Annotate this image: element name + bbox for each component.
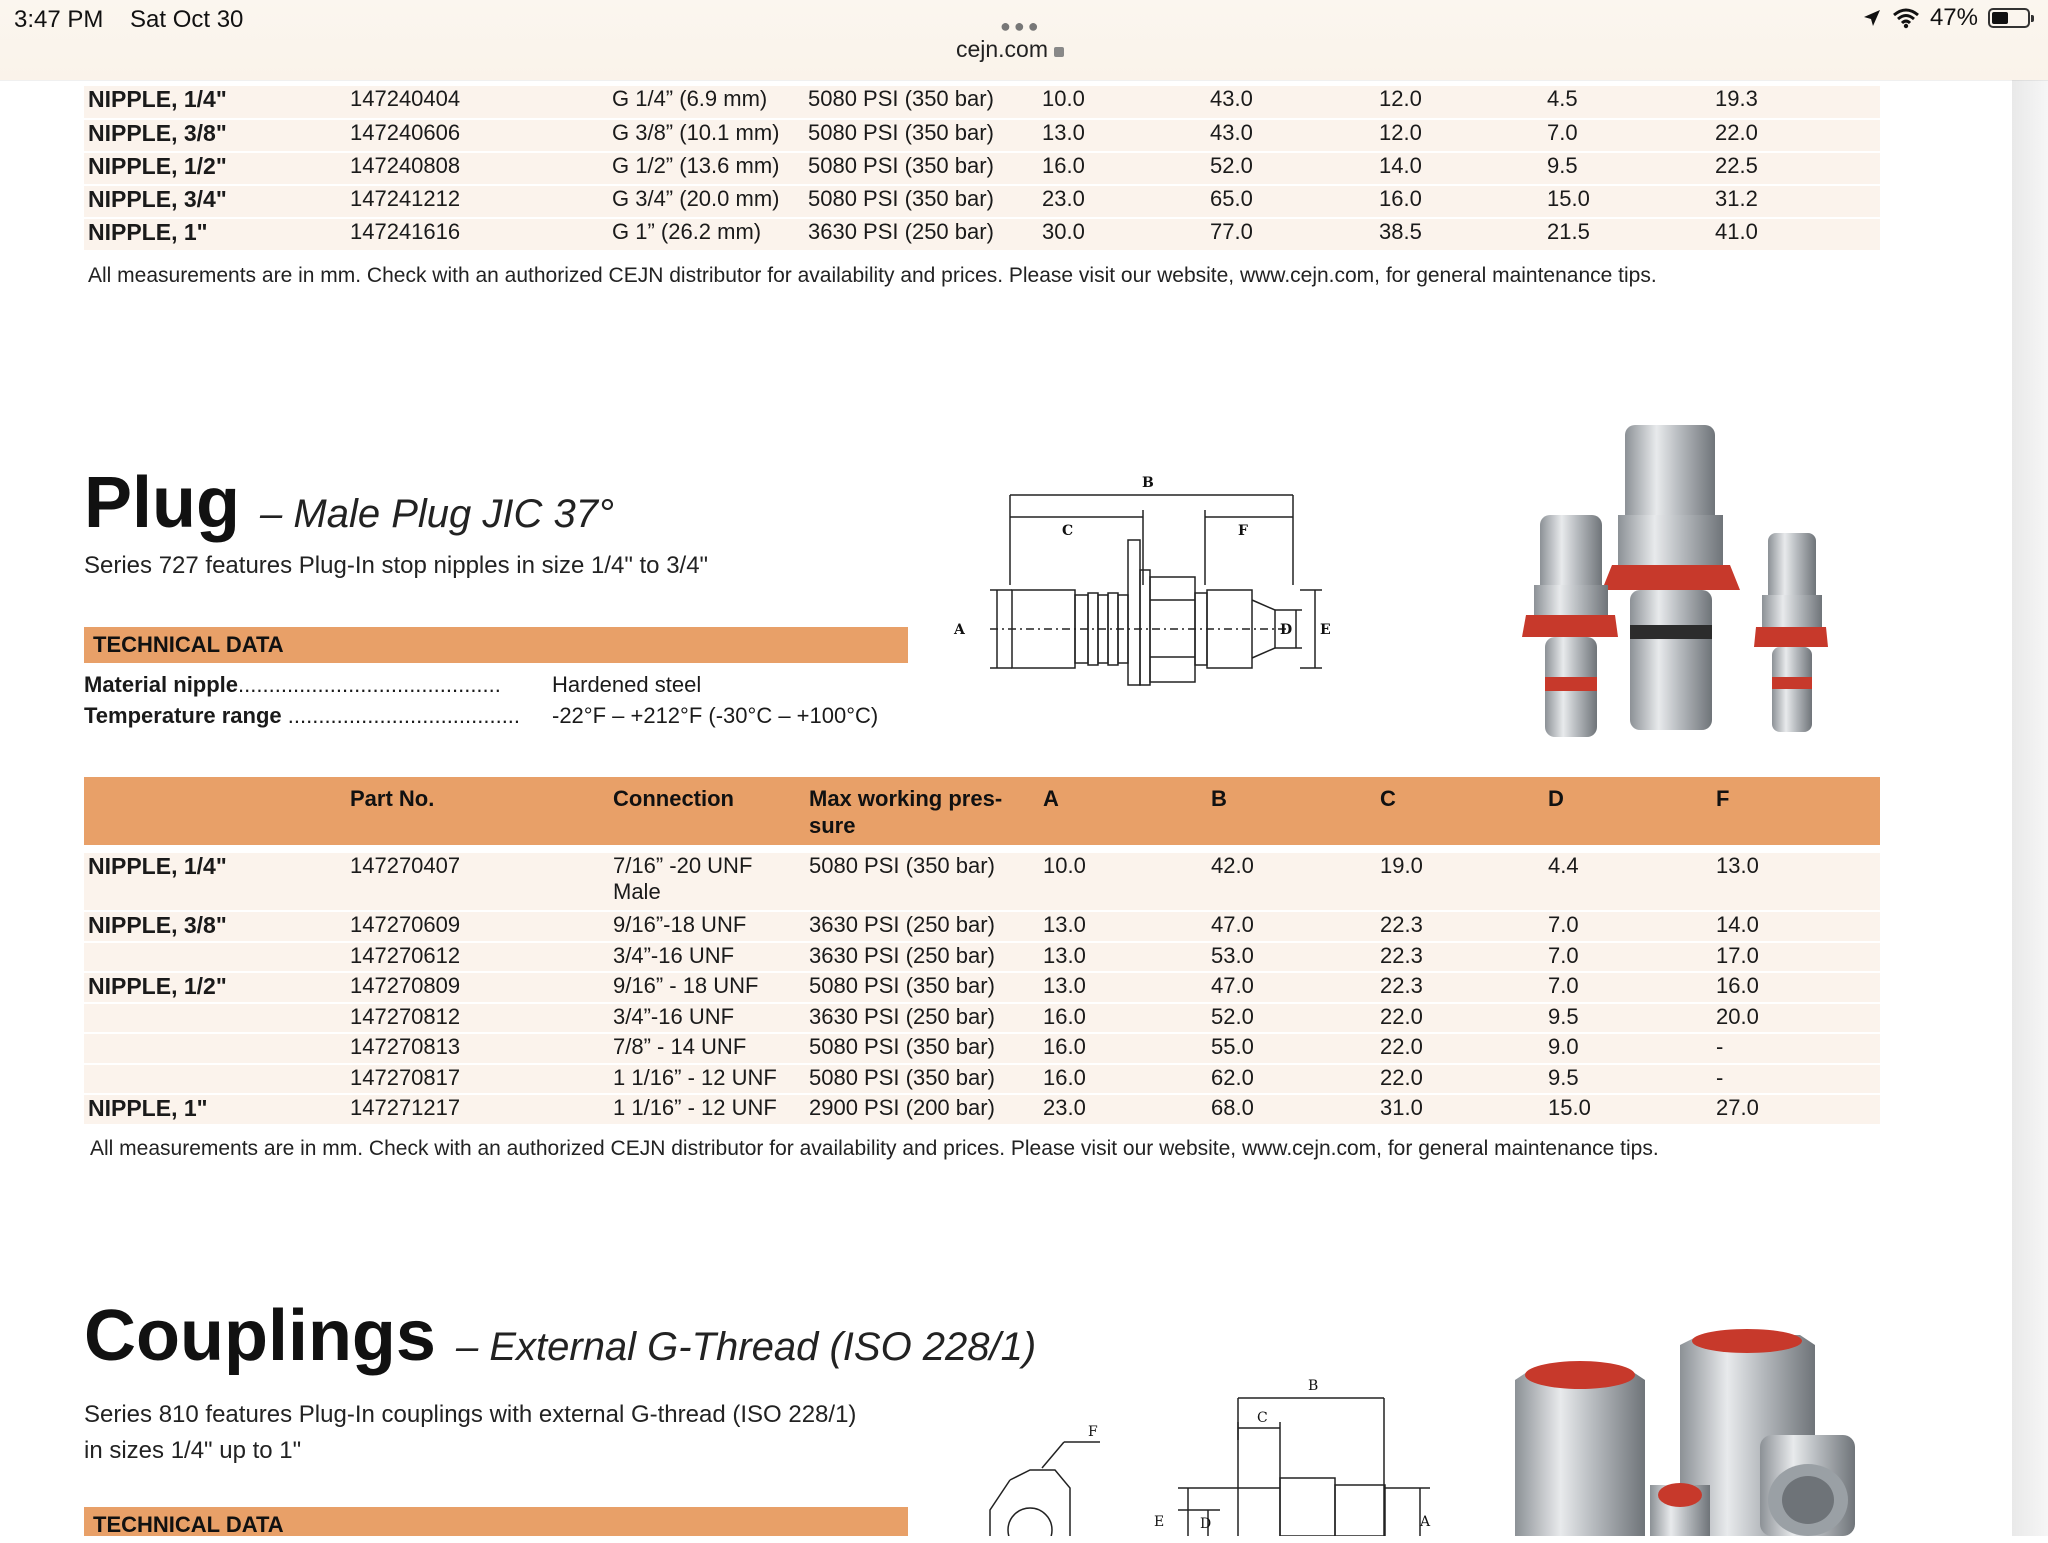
table-cell: 23.0 — [1039, 1094, 1207, 1125]
label-d: D — [1280, 622, 1293, 638]
table-cell: 22.0 — [1376, 1033, 1544, 1064]
table-cell: 5080 PSI (350 bar) — [804, 119, 1038, 152]
col-max-pressure: Max working pres- sure — [809, 786, 1003, 838]
table-cell: 5080 PSI (350 bar) — [805, 1064, 1039, 1095]
couplings-product-photo — [1510, 1325, 1890, 1536]
table-cell: 5080 PSI (350 bar) — [804, 152, 1038, 185]
more-dots-icon[interactable]: ●●● — [1000, 16, 1042, 36]
table-cell: 21.5 — [1543, 218, 1711, 251]
couplings-description — [84, 1397, 856, 1469]
table-cell: 7/8” - 14 UNF — [609, 1033, 805, 1064]
table-cell: 68.0 — [1207, 1094, 1376, 1125]
label-c: C — [1062, 523, 1074, 539]
tech-label: Material nipple — [84, 672, 239, 697]
couplings-technical-drawing — [960, 1370, 1460, 1536]
table-row — [84, 86, 1880, 119]
table-cell: 55.0 — [1207, 1033, 1376, 1064]
table-cell: 53.0 — [1207, 942, 1376, 973]
table-cell: 147240808 — [346, 152, 608, 185]
table-cell: 147241616 — [346, 218, 608, 251]
tech-value-material: Hardened steel — [552, 672, 702, 697]
table-cell: 22.5 — [1711, 152, 1880, 185]
plug-title-text: Plug — [84, 463, 240, 543]
table-cell: 52.0 — [1206, 152, 1375, 185]
table-cell: 3/4”-16 UNF — [609, 1003, 805, 1034]
table-cell: 5080 PSI (350 bar) — [804, 185, 1038, 218]
col-a: A — [1043, 786, 1059, 811]
plug-subtitle: – Male Plug JIC 37° — [260, 492, 614, 536]
label-e: E — [1154, 1514, 1165, 1530]
table-cell: 16.0 — [1039, 1003, 1207, 1034]
table-cell: - — [1712, 1064, 1880, 1095]
couplings-description-line1: Series 810 features Plug-In couplings with external G-thread (ISO 228/1) — [84, 1401, 857, 1428]
label-f: F — [1238, 523, 1248, 539]
couplings-subtitle: – External G-Thread (ISO 228/1) — [455, 1325, 1037, 1369]
wifi-icon — [1892, 7, 1920, 29]
label-b: B — [1142, 475, 1154, 491]
table-cell: 16.0 — [1038, 152, 1206, 185]
table-cell: 147271217 — [346, 1094, 609, 1125]
table-cell: 15.0 — [1544, 1094, 1712, 1125]
table-cell: 27.0 — [1712, 1094, 1880, 1125]
table-row — [84, 911, 1880, 942]
table-cell: 43.0 — [1206, 119, 1375, 152]
row-label: NIPPLE, 1/4" — [84, 86, 346, 119]
table-cell: 9.0 — [1544, 1033, 1712, 1064]
table-cell: G 1” (26.2 mm) — [608, 218, 804, 251]
measurement-note: All measurements are in mm. Check with an authorized CEJN distributor for availability and prices. Please visit our website, www.cejn.com, for general maintenance tips. — [88, 264, 1657, 287]
table-cell: 1 1/16” - 12 UNF — [609, 1064, 805, 1095]
table-cell: 30.0 — [1038, 218, 1206, 251]
table-cell: 9.5 — [1544, 1003, 1712, 1034]
table-cell: 47.0 — [1207, 972, 1376, 1003]
table-cell: 22.3 — [1376, 972, 1544, 1003]
table-cell: 9.5 — [1544, 1064, 1712, 1095]
battery-fill — [1992, 12, 2008, 24]
table-cell: 12.0 — [1375, 119, 1543, 152]
tech-value-temperature: -22°F – +212°F (-30°C – +100°C) — [552, 703, 879, 728]
table-cell: 3630 PSI (250 bar) — [805, 1003, 1039, 1034]
couplings-description-line2: in sizes 1/4" up to 1" — [84, 1437, 302, 1464]
col-f: F — [1716, 786, 1730, 811]
table-cell: 7.0 — [1543, 119, 1711, 152]
table-cell: 41.0 — [1711, 218, 1880, 251]
table-cell: G 1/2” (13.6 mm) — [608, 152, 804, 185]
lock-icon — [1054, 47, 1064, 57]
table-cell: 9.5 — [1543, 152, 1711, 185]
table-cell: 7.0 — [1544, 911, 1712, 942]
table-cell: 7.0 — [1544, 972, 1712, 1003]
status-icons — [1862, 4, 2030, 32]
table-cell: 3630 PSI (250 bar) — [804, 218, 1038, 251]
battery-icon — [1988, 8, 2030, 28]
table-row — [84, 1094, 1880, 1125]
tech-dots: ........................................... — [238, 672, 501, 697]
table-cell: 13.0 — [1039, 972, 1207, 1003]
table-cell: 16.0 — [1375, 185, 1543, 218]
row-label: NIPPLE, 1" — [84, 1094, 346, 1125]
table-cell: 15.0 — [1543, 185, 1711, 218]
table-cell: 2900 PSI (200 bar) — [805, 1094, 1039, 1125]
table-cell: 5080 PSI (350 bar) — [805, 972, 1039, 1003]
table-cell: 52.0 — [1207, 1003, 1376, 1034]
row-label — [84, 1033, 346, 1064]
table-cell: 147270817 — [346, 1064, 609, 1095]
row-label: NIPPLE, 3/8" — [84, 119, 346, 152]
table-cell: 19.0 — [1376, 853, 1544, 911]
row-label: NIPPLE, 1/2" — [84, 152, 346, 185]
table-cell: 43.0 — [1206, 86, 1375, 119]
table-cell: 3/4”-16 UNF — [609, 942, 805, 973]
row-label: NIPPLE, 3/4" — [84, 185, 346, 218]
label-f: F — [1088, 1424, 1098, 1440]
table-cell: 19.3 — [1711, 86, 1880, 119]
table-cell: 147240404 — [346, 86, 608, 119]
location-icon — [1862, 8, 1882, 28]
table-cell: 77.0 — [1206, 218, 1375, 251]
col-connection: Connection — [613, 786, 734, 811]
table-cell: 3630 PSI (250 bar) — [805, 942, 1039, 973]
battery-percent: 47% — [1929, 4, 1978, 31]
table-cell: 22.0 — [1376, 1064, 1544, 1095]
table-cell: 147270813 — [346, 1033, 609, 1064]
table-row — [84, 185, 1880, 218]
row-label: NIPPLE, 1" — [84, 218, 346, 251]
label-b: B — [1308, 1378, 1319, 1394]
table-cell: 10.0 — [1038, 86, 1206, 119]
table-cell: 5080 PSI (350 bar) — [805, 853, 1039, 911]
col-b: B — [1211, 786, 1227, 811]
table-row — [84, 1003, 1880, 1034]
table-cell: 65.0 — [1206, 185, 1375, 218]
table-cell: 14.0 — [1712, 911, 1880, 942]
table-cell: 147270612 — [346, 942, 609, 973]
table-cell: 22.3 — [1376, 911, 1544, 942]
table-cell: - — [1712, 1033, 1880, 1064]
couplings-title — [84, 1295, 1036, 1377]
url-text: cejn.com — [955, 36, 1049, 62]
status-date: Sat Oct 30 — [130, 6, 244, 33]
couplings-title-text: Couplings — [84, 1296, 436, 1376]
table-row — [84, 1064, 1880, 1095]
table-cell: 31.0 — [1376, 1094, 1544, 1125]
table-cell: 147241212 — [346, 185, 608, 218]
table-cell: 22.0 — [1376, 1003, 1544, 1034]
row-label — [84, 942, 346, 973]
table-cell: 17.0 — [1712, 942, 1880, 973]
table-cell: 31.2 — [1711, 185, 1880, 218]
plug-table-header — [84, 777, 1880, 845]
plug-tech-header: TECHNICAL DATA — [84, 627, 908, 663]
table-cell: 147270609 — [346, 911, 609, 942]
table-cell: 13.0 — [1712, 853, 1880, 911]
table-cell: 147270812 — [346, 1003, 609, 1034]
label-a: A — [954, 622, 965, 638]
table-cell: G 3/8” (10.1 mm) — [608, 119, 804, 152]
col-c: C — [1380, 786, 1396, 811]
table-cell: G 3/4” (20.0 mm) — [608, 185, 804, 218]
nipple-table — [84, 86, 1880, 252]
row-label: NIPPLE, 3/8" — [84, 911, 346, 942]
plug-description: Series 727 features Plug-In stop nipples in size 1/4" to 3/4" — [84, 552, 709, 579]
row-label — [84, 1064, 346, 1095]
table-cell: 147240606 — [346, 119, 608, 152]
plug-title — [84, 462, 614, 544]
row-label: NIPPLE, 1/4" — [84, 853, 346, 911]
table-cell: 3630 PSI (250 bar) — [805, 911, 1039, 942]
plug-measurement-note: All measurements are in mm. Check with an authorized CEJN distributor for availability and prices. Please visit our website, www.cejn.com, for general maintenance tips. — [90, 1137, 1659, 1160]
tech-row-temperature — [84, 703, 520, 729]
table-cell: 7/16” -20 UNF Male — [609, 853, 805, 911]
table-row — [84, 218, 1880, 251]
table-cell: 13.0 — [1038, 119, 1206, 152]
table-cell: 23.0 — [1038, 185, 1206, 218]
table-cell: 16.0 — [1712, 972, 1880, 1003]
couplings-tech-header: TECHNICAL DATA — [84, 1507, 908, 1536]
label-d: D — [1200, 1516, 1212, 1532]
table-cell: 16.0 — [1039, 1033, 1207, 1064]
table-cell: 147270809 — [346, 972, 609, 1003]
tech-dots: ...................................... — [281, 703, 521, 728]
table-cell: 4.4 — [1544, 853, 1712, 911]
table-cell: 1 1/16” - 12 UNF — [609, 1094, 805, 1125]
table-cell: 7.0 — [1544, 942, 1712, 973]
table-cell: 13.0 — [1039, 942, 1207, 973]
table-cell: 14.0 — [1375, 152, 1543, 185]
table-cell: 9/16” - 18 UNF — [609, 972, 805, 1003]
table-cell: 22.0 — [1711, 119, 1880, 152]
label-c: C — [1257, 1410, 1268, 1426]
table-cell: 42.0 — [1207, 853, 1376, 911]
table-cell: 12.0 — [1375, 86, 1543, 119]
browser-top-bar — [0, 0, 2048, 80]
table-cell: 4.5 — [1543, 86, 1711, 119]
table-cell: 16.0 — [1039, 1064, 1207, 1095]
table-cell: 147270407 — [346, 853, 609, 911]
tech-row-material — [84, 672, 501, 698]
table-cell: 47.0 — [1207, 911, 1376, 942]
tech-label: Temperature range — [84, 703, 282, 728]
url-bar[interactable] — [0, 36, 2020, 63]
label-e: E — [1320, 622, 1331, 638]
table-cell: 5080 PSI (350 bar) — [805, 1033, 1039, 1064]
table-row — [84, 853, 1880, 911]
col-part-no: Part No. — [350, 786, 435, 811]
table-row — [84, 119, 1880, 152]
table-cell: G 1/4” (6.9 mm) — [608, 86, 804, 119]
status-time: 3:47 PM — [14, 6, 104, 33]
plug-product-photo — [1500, 415, 1880, 755]
table-cell: 9/16”-18 UNF — [609, 911, 805, 942]
table-cell: 13.0 — [1039, 911, 1207, 942]
page-edge — [2012, 80, 2048, 1536]
table-cell: 38.5 — [1375, 218, 1543, 251]
table-cell: 22.3 — [1376, 942, 1544, 973]
table-row — [84, 1033, 1880, 1064]
table-cell: 20.0 — [1712, 1003, 1880, 1034]
table-cell: 10.0 — [1039, 853, 1207, 911]
table-row — [84, 972, 1880, 1003]
col-d: D — [1548, 786, 1564, 811]
table-row — [84, 152, 1880, 185]
table-row — [84, 942, 1880, 973]
table-cell: 5080 PSI (350 bar) — [804, 86, 1038, 119]
table-cell: 62.0 — [1207, 1064, 1376, 1095]
plug-table — [84, 853, 1880, 1126]
plug-technical-drawing — [950, 465, 1370, 695]
row-label: NIPPLE, 1/2" — [84, 972, 346, 1003]
row-label — [84, 1003, 346, 1034]
label-a: A — [1420, 1514, 1431, 1530]
